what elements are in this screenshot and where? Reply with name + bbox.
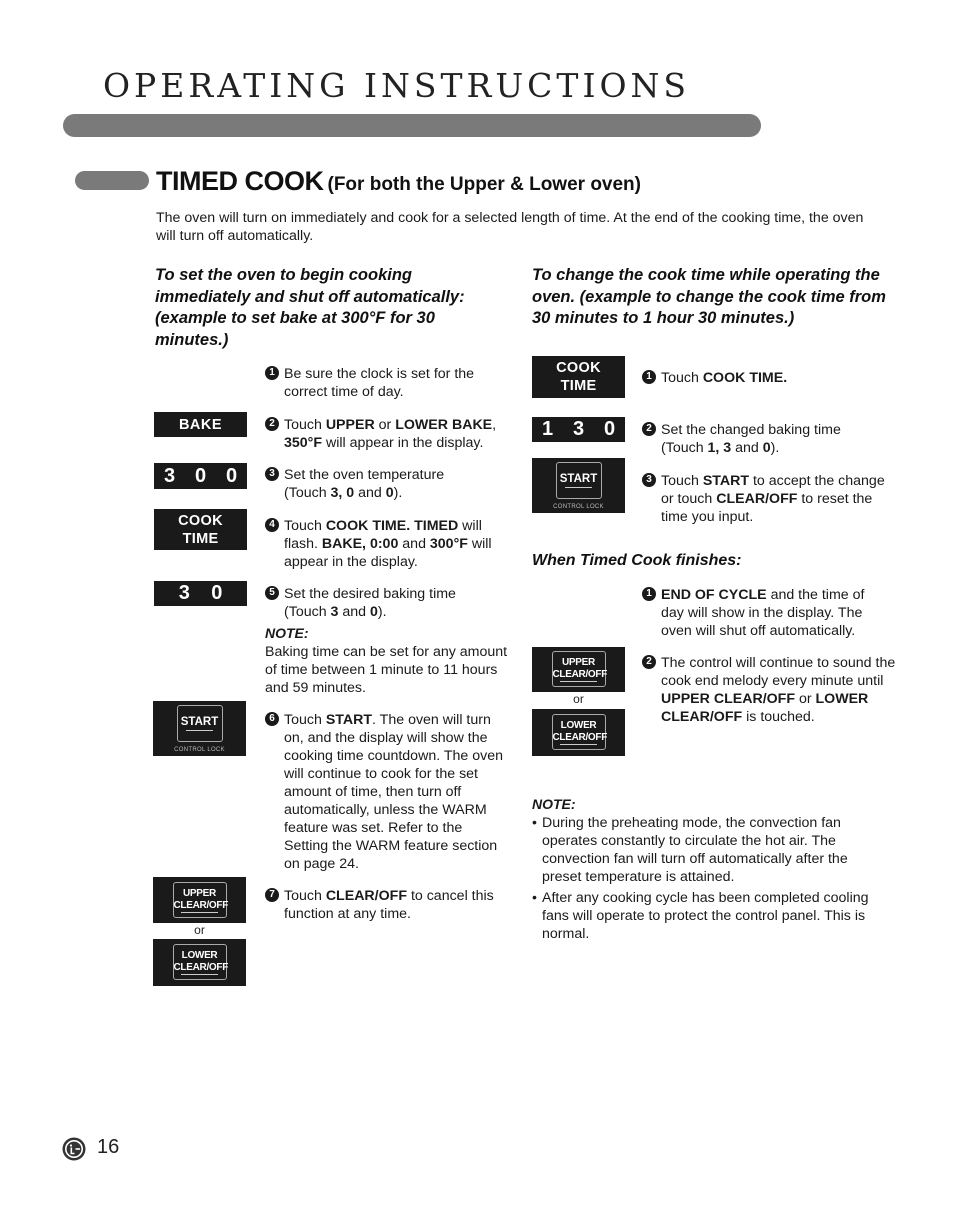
digit: 3 — [163, 464, 176, 487]
text: or — [795, 691, 816, 707]
right-note-label: NOTE: — [532, 796, 576, 812]
text: and the time of day will show in the display. The oven will shut off automatically. — [661, 587, 865, 639]
lower-clear-button — [173, 944, 227, 980]
cook-time-label-1: COOK — [556, 360, 601, 376]
digit: 3 — [178, 582, 190, 604]
right-step-1: 1 Touch COOK TIME. — [642, 369, 887, 387]
text: and — [354, 485, 386, 501]
display-300 — [154, 463, 247, 489]
digit: 3 — [572, 418, 585, 440]
text: ). — [393, 485, 403, 501]
text: Touch — [284, 417, 326, 433]
start-button — [556, 462, 602, 499]
text: Touch — [284, 888, 326, 904]
right-step-3: 3 Touch START to accept the change or touch CLEAR/OFF to reset the time you input. — [642, 472, 887, 526]
bold-text: 3 — [330, 604, 339, 620]
upper-clear-panel — [153, 877, 246, 923]
text: and — [338, 604, 370, 620]
left-step-5: 5 Set the desired baking time (Touch 3 and 0). — [265, 585, 490, 621]
title-bar — [63, 114, 761, 137]
note-bullet: • After any cooking cycle has been completed cooling fans will operate to protect the control panel. This is normal. — [532, 889, 892, 943]
text: and — [731, 440, 763, 456]
left-note-label: NOTE: — [265, 625, 309, 641]
text: and — [398, 536, 430, 552]
left-step-7: 7 Touch CLEAR/OFF to cancel this function at any time. — [265, 887, 510, 923]
start-panel — [153, 701, 246, 756]
or-label: or — [573, 692, 584, 706]
section-subtitle: (For both the Upper & Lower oven) — [327, 174, 641, 195]
section-title — [156, 166, 641, 197]
page-title: OPERATING INSTRUCTIONS — [103, 66, 691, 105]
control-lock-label: CONTROL LOCK — [553, 504, 604, 510]
left-step-4: 4 Touch COOK TIME. TIMED will flash. BAKE, 0:00 and 300°F will appear in the display. — [265, 517, 510, 571]
text: to cancel this function at any time. — [284, 888, 494, 922]
or-label: or — [194, 923, 205, 937]
intro-text: The oven will turn on immediately and cook for a selected length of time. At the end of the cooking time, the oven will turn off automatically. — [156, 210, 864, 244]
bold-text: START — [702, 473, 750, 489]
clear-off-label: CLEAR/OFF — [173, 961, 229, 973]
left-heading: To set the oven to begin cooking immediately and shut off automatically: (example to set bake at 300°F for 30 minutes.) — [155, 266, 465, 349]
bold-text: LOWER CLEAR/OFF — [661, 691, 869, 725]
note-bullet-text: After any cooking cycle has been completed cooling fans will operate to protect the control panel. This is normal. — [542, 890, 869, 942]
cook-time-label-1: COOK — [178, 512, 223, 529]
bold-text: BAKE, 0:00 — [321, 536, 399, 552]
left-step-2: 2 Touch UPPER or LOWER BAKE, 350°F will appear in the display. — [265, 416, 515, 452]
text: will appear in the display. — [284, 536, 492, 570]
lower-clear-panel — [153, 939, 246, 986]
text: will flash. — [284, 518, 482, 552]
bold-text: 0 — [369, 604, 378, 620]
text: Touch — [661, 473, 703, 489]
bold-text: 300°F — [429, 536, 468, 552]
text: , — [492, 417, 497, 433]
finish-heading: When Timed Cook finishes: — [532, 552, 742, 569]
lower-label: LOWER — [560, 720, 597, 731]
right-heading: To change the cook time while operating the oven. (example to change the cook time from 30 minutes to 1 hour 30 minutes.) — [532, 266, 886, 327]
text: to accept the change or touch — [661, 473, 885, 507]
bold-text: 1, 3 — [707, 440, 732, 456]
section-title-main: TIMED COOK — [156, 166, 324, 196]
bake-key-label: BAKE — [178, 416, 223, 433]
upper-clear-panel — [532, 647, 625, 692]
bold-text: UPPER CLEAR/OFF — [661, 691, 795, 707]
bold-text: COOK TIME. — [702, 370, 788, 386]
lg-logo-icon — [62, 1137, 86, 1161]
bake-key — [154, 412, 247, 437]
bold-text: 350°F — [284, 435, 323, 451]
lower-label: LOWER — [181, 950, 218, 961]
display-30 — [154, 581, 247, 606]
text: ). — [377, 604, 387, 620]
digit: 1 — [541, 418, 554, 440]
text: The control will continue to sound the cook end melody every minute until — [661, 655, 896, 689]
upper-label: UPPER — [562, 657, 595, 668]
finish-step-1: 1 END OF CYCLE and the time of day will show in the display. The oven will shut off automatically. — [642, 586, 887, 640]
page-number: 16 — [97, 1136, 120, 1158]
text: or — [374, 417, 396, 433]
left-note-text: Baking time can be set for any amount of time between 1 minute to 11 hours and 59 minutes. — [265, 644, 508, 696]
clear-off-label: CLEAR/OFF — [552, 731, 608, 743]
bold-text: CLEAR/OFF — [716, 491, 798, 507]
cook-time-key — [532, 356, 625, 398]
bold-text: START — [325, 712, 373, 728]
upper-clear-button — [173, 882, 227, 918]
text: Set the desired baking time (Touch — [284, 586, 456, 620]
digit: 0 — [603, 418, 616, 440]
text: . The oven will turn on, and the display will show the cooking time countdown. The oven will continue to cook for the set amount of time, then turn off automatically, unless the WARM feature was set. Refer to the Setting the WARM feature section on page 24. — [284, 712, 503, 872]
upper-clear-button — [552, 651, 606, 687]
start-button — [177, 705, 223, 742]
digit: 0 — [194, 464, 207, 487]
lower-clear-button — [552, 714, 606, 750]
text: Set the oven temperature (Touch — [284, 467, 445, 501]
display-130 — [532, 417, 625, 442]
left-step-6: 6 Touch START. The oven will turn on, and the display will show the cooking time countdown. The oven will continue to cook for the set amount of time, then turn off automatically, unless the WARM feature was set. Refer to the Setting the WARM feature section on page 24. — [265, 711, 510, 873]
bold-text: 3, 0 — [330, 485, 355, 501]
digit: 0 — [211, 582, 223, 604]
note-bullet-text: During the preheating mode, the convection fan operates constantly to circulate the hot air. The convection fan will turn off automatically after the preset temperature is attained. — [542, 815, 848, 885]
text: Be sure the clock is set for the correct time of day. — [284, 366, 475, 400]
text: to reset the time you input. — [661, 491, 873, 525]
bold-text: CLEAR/OFF — [325, 888, 407, 904]
digit: 0 — [225, 464, 238, 487]
bold-text: 0 — [385, 485, 394, 501]
text: Touch — [284, 712, 326, 728]
text: ). — [770, 440, 780, 456]
finish-step-2: 2 The control will continue to sound the cook end melody every minute until UPPER CLEAR/OFF or LOWER CLEAR/OFF is touched. — [642, 654, 897, 726]
control-lock-label: CONTROL LOCK — [174, 747, 225, 753]
bold-text: UPPER — [325, 417, 375, 433]
left-step-1: 1 Be sure the clock is set for the correct time of day. — [265, 365, 490, 401]
text: is touched. — [742, 709, 815, 725]
cook-time-key — [154, 509, 247, 550]
lower-clear-panel — [532, 709, 625, 756]
note-bullet: • During the preheating mode, the convection fan operates constantly to circulate the hot air. The convection fan will turn off automatically after the preset temperature is attained. — [532, 814, 887, 886]
cook-time-label-2: TIME — [560, 378, 597, 394]
start-label: START — [559, 473, 598, 485]
text: will appear in the display. — [322, 435, 484, 451]
section-marker — [75, 171, 149, 190]
bold-text: COOK TIME. TIMED — [325, 518, 459, 534]
clear-off-label: CLEAR/OFF — [552, 668, 608, 680]
right-step-2: 2 Set the changed baking time (Touch 1, 3 and 0). — [642, 421, 887, 457]
text: Set the changed baking time (Touch — [661, 422, 841, 456]
upper-label: UPPER — [183, 888, 216, 899]
text: Touch — [661, 370, 703, 386]
start-label: START — [180, 716, 219, 728]
cook-time-label-2: TIME — [182, 530, 219, 547]
left-step-3: 3 Set the oven temperature (Touch 3, 0 and 0). — [265, 466, 490, 502]
start-panel — [532, 458, 625, 513]
bold-text: LOWER BAKE — [395, 417, 493, 433]
bold-text: 0 — [762, 440, 771, 456]
clear-off-label: CLEAR/OFF — [173, 899, 229, 911]
text: Touch — [284, 518, 326, 534]
bold-text: END OF CYCLE — [661, 587, 767, 603]
